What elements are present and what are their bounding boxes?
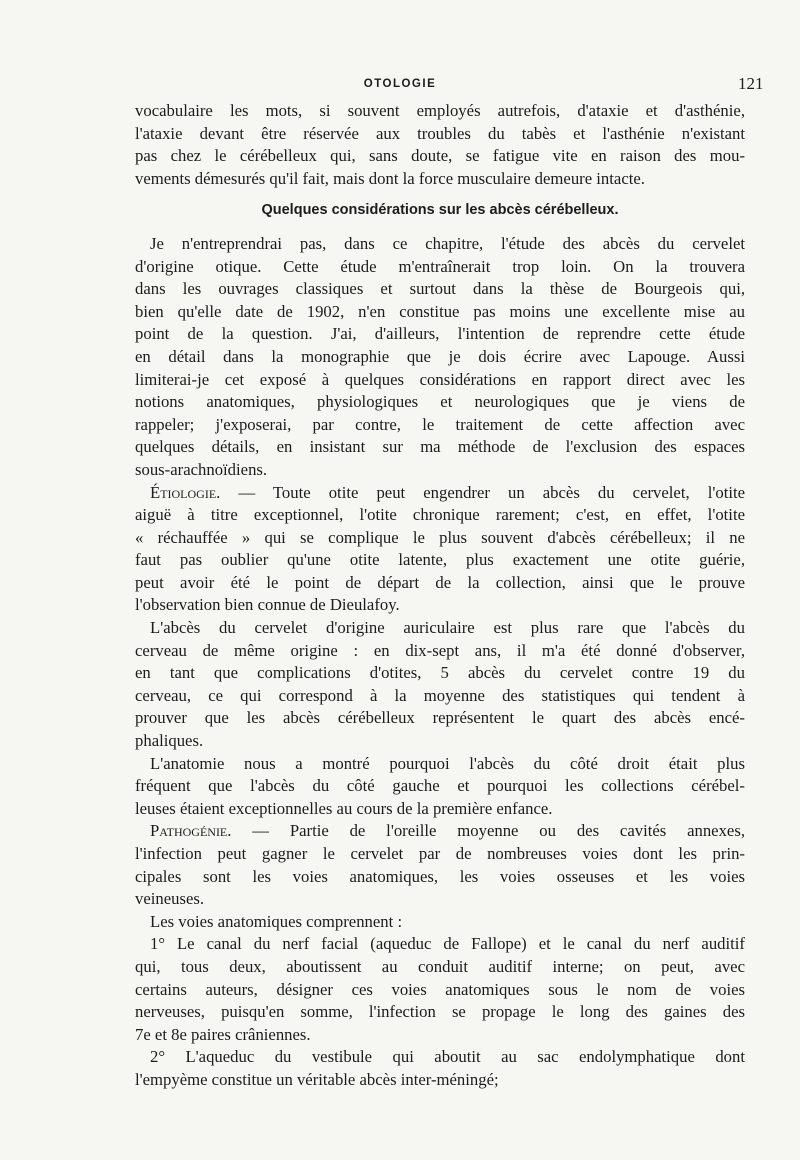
running-title: OTOLOGIE bbox=[363, 78, 437, 90]
text-line: Je n'entreprendrai pas, dans ce chapitre, l'étude des abcès du cervelet bbox=[150, 233, 745, 253]
paragraph-label-etiologie: Étiologie. bbox=[150, 482, 221, 502]
text-line: prouver que les abcès cérébelleux représentent le quart des abcès encé- bbox=[135, 708, 745, 728]
text-line: cipales sont les voies anatomiques, les voies osseuses et les voies bbox=[135, 866, 745, 886]
text-line bbox=[135, 482, 745, 505]
text-line: cerveau de même origine : en dix-sept ans, il m'a été donné d'observer, bbox=[135, 640, 745, 660]
text-line: point de la question. J'ai, d'ailleurs, l'intention de reprendre cette étude bbox=[135, 324, 745, 344]
text-line: qui, tous deux, aboutissent au conduit auditif interne; on peut, avec bbox=[135, 956, 745, 976]
text-line: L'abcès du cervelet d'origine auriculaire est plus rare que l'abcès du bbox=[150, 618, 745, 638]
text-line: peut avoir été le point de départ de la collection, ainsi que le prouve bbox=[135, 572, 745, 592]
body-text bbox=[135, 100, 745, 1092]
text-line: certains auteurs, désigner ces voies anatomiques sous le nom de voies bbox=[135, 979, 745, 999]
text-line: faut pas oublier qu'une otite latente, plus exactement une otite guérie, bbox=[135, 550, 745, 570]
text-line: aiguë à titre exceptionnel, l'otite chronique rarement; c'est, en effet, l'otite bbox=[135, 505, 745, 525]
text-line: l'empyème constitue un véritable abcès inter-méningé; bbox=[135, 1069, 499, 1089]
section-heading: Quelques considérations sur les abcès cérébelleux. bbox=[261, 202, 619, 219]
text-line: pas chez le cérébelleux qui, sans doute, se fatigue vite en raison des mou- bbox=[135, 146, 745, 166]
text-line: Les voies anatomiques comprennent : bbox=[150, 911, 403, 931]
text-line: limiterai-je cet exposé à quelques considérations en rapport direct avec les bbox=[135, 369, 745, 389]
text-line: d'origine otique. Cette étude m'entraînerait trop loin. On la trouvera bbox=[135, 256, 745, 276]
paragraph-label-pathogenie: Pathogénie. bbox=[150, 821, 232, 841]
text-line: leuses étaient exceptionnelles au cours de la première enfance. bbox=[135, 798, 553, 818]
text-line: l'infection peut gagner le cervelet par de nombreuses voies dont les prin- bbox=[135, 844, 745, 863]
text-line: cerveau, ce qui correspond à la moyenne des statistiques qui tendent à bbox=[135, 685, 745, 705]
page-number: 121 bbox=[738, 74, 764, 93]
text-line: en tant que complications d'otites, 5 abcès du cervelet contre 19 du bbox=[135, 663, 745, 683]
text-run: — Partie de l'oreille moyenne ou des cavités annexes, bbox=[252, 821, 745, 841]
text-line: 1° Le canal du nerf facial (aqueduc de Fallope) et le canal du nerf auditif bbox=[150, 934, 745, 954]
text-line: 7e et 8e paires crâniennes. bbox=[135, 1024, 311, 1044]
text-line: rappeler; j'exposerai, par contre, le traitement de cette affection avec bbox=[135, 414, 745, 434]
text-line: nerveuses, puisqu'en somme, l'infection se propage le long des gaines des bbox=[135, 1002, 745, 1022]
text-line: vements démesurés qu'il fait, mais dont la force musculaire demeure intacte. bbox=[135, 168, 645, 188]
text-line bbox=[135, 820, 745, 843]
text-line: 2° L'aqueduc du vestibule qui aboutit au sac endolymphatique dont bbox=[150, 1047, 745, 1067]
text-line: notions anatomiques, physiologiques et neurologiques que je viens de bbox=[135, 392, 745, 412]
text-line: veineuses. bbox=[135, 889, 205, 909]
text-line: l'observation bien connue de Dieulafoy. bbox=[135, 595, 400, 615]
text-line: L'anatomie nous a montré pourquoi l'abcès du côté droit était plus bbox=[150, 753, 745, 773]
text-line: bien qu'elle date de 1902, n'en constitue pas moins une excellente mise au bbox=[135, 301, 745, 321]
text-line: en détail dans la monographie que je dois écrire avec Lapouge. Aussi bbox=[135, 346, 745, 366]
text-line: l'ataxie devant être réservée aux troubles du tabès et l'asthénie n'existant bbox=[135, 123, 745, 143]
text-line: sous-arachnoïdiens. bbox=[135, 459, 268, 479]
text-line: « réchauffée » qui se complique le plus souvent d'abcès cérébelleux; il ne bbox=[135, 527, 745, 547]
text-line: quelques détails, en insistant sur ma méthode de l'exclusion des espaces bbox=[135, 437, 745, 457]
text-line: fréquent que l'abcès du côté gauche et pourquoi les collections cérébel- bbox=[135, 776, 745, 796]
text-line: dans les ouvrages classiques et surtout dans la thèse de Bourgeois qui, bbox=[135, 279, 745, 299]
text-line: vocabulaire les mots, si souvent employés autrefois, d'ataxie et d'asthénie, bbox=[135, 101, 745, 120]
text-line: phaliques. bbox=[135, 731, 204, 751]
text-run: — Toute otite peut engendrer un abcès du cervelet, l'otite bbox=[238, 482, 746, 502]
